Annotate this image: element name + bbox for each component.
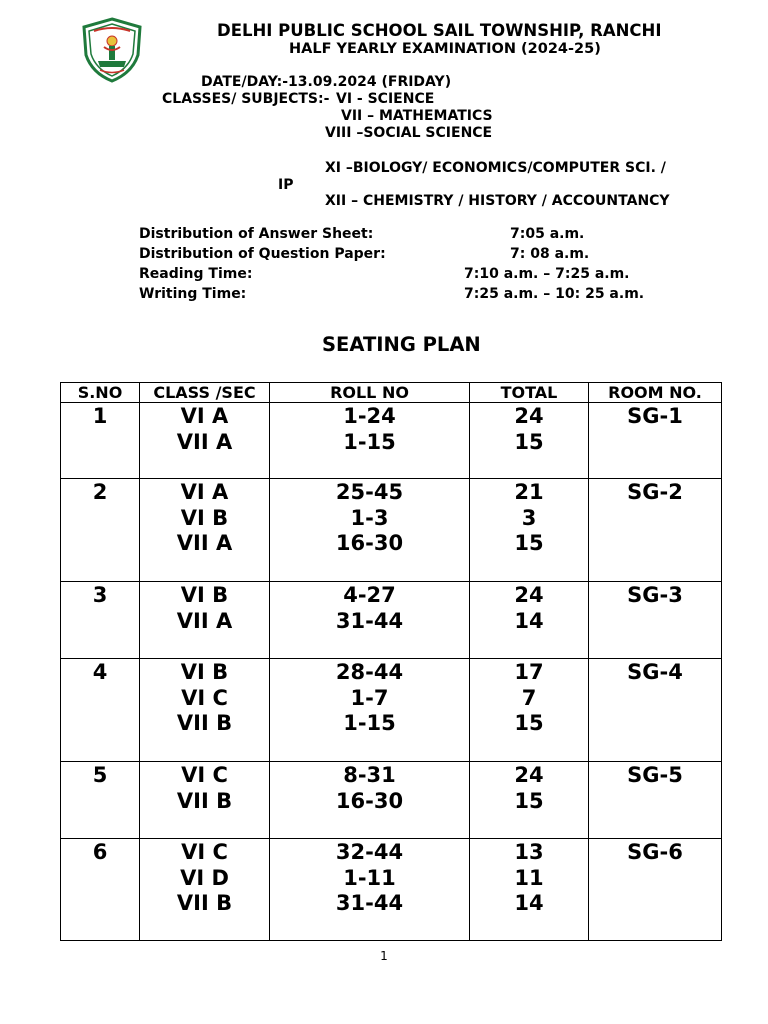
cell-total-line: 11 <box>514 865 544 890</box>
subject-line-viii: VIII –SOCIAL SCIENCE <box>325 125 493 141</box>
column-header-sno: S.NO <box>61 383 140 403</box>
cell-roll-no-line: 28-44 <box>335 660 404 684</box>
cell-class-sec-line: VI B <box>180 583 229 607</box>
seating-plan-title: SEATING PLAN <box>322 333 481 356</box>
subject-line-vi: VI - SCIENCE <box>336 91 435 107</box>
cell-sno: 1 <box>61 403 140 479</box>
timing-value-writing: 7:25 a.m. – 10: 25 a.m. <box>464 286 645 302</box>
cell-sno: 5 <box>61 762 140 839</box>
table-row <box>61 659 722 762</box>
cell-total-line: 3 <box>521 505 537 530</box>
cell-total-line: 13 <box>514 840 544 864</box>
seating-plan-body <box>61 403 722 941</box>
table-row <box>61 582 722 659</box>
cell-class-sec-line: VII A <box>176 429 233 454</box>
cell-total-line: 15 <box>514 788 544 813</box>
cell-class-sec <box>140 479 270 582</box>
cell-room-no: SG-6 <box>589 839 722 941</box>
cell-class-sec-line: VII B <box>176 788 233 813</box>
timing-value-question-paper: 7: 08 a.m. <box>510 246 590 262</box>
table-row <box>61 479 722 582</box>
cell-class-sec-line: VI B <box>180 660 229 684</box>
cell-roll-no-line: 31-44 <box>335 608 404 633</box>
cell-class-sec-line: VI B <box>180 505 229 530</box>
cell-total <box>470 659 589 762</box>
column-header-roll: ROLL NO <box>270 383 470 403</box>
cell-room-no: SG-4 <box>589 659 722 762</box>
cell-class-sec <box>140 839 270 941</box>
cell-total-line: 14 <box>514 891 544 915</box>
cell-class-sec-line: VI A <box>180 480 229 504</box>
cell-roll-no <box>270 839 470 941</box>
cell-total-line: 24 <box>514 404 544 428</box>
subject-line-xi: XI –BIOLOGY/ ECONOMICS/COMPUTER SCI. / <box>325 160 666 176</box>
cell-total <box>470 403 589 479</box>
cell-total-line: 17 <box>514 660 544 684</box>
cell-total-line: 21 <box>514 480 544 504</box>
cell-roll-no-line: 4-27 <box>343 583 396 607</box>
timing-label-question-paper: Distribution of Question Paper: <box>139 246 386 262</box>
cell-sno: 6 <box>61 839 140 941</box>
cell-class-sec-line: VI C <box>181 685 228 710</box>
cell-sno: 2 <box>61 479 140 582</box>
seating-plan-table <box>60 382 722 941</box>
cell-total <box>470 582 589 659</box>
cell-roll-no <box>270 403 470 479</box>
cell-sno: 3 <box>61 582 140 659</box>
cell-roll-no-line: 16-30 <box>335 788 404 813</box>
cell-class-sec-line: VI C <box>181 763 228 787</box>
cell-roll-no <box>270 659 470 762</box>
cell-class-sec <box>140 582 270 659</box>
cell-class-sec-line: VII A <box>176 531 233 555</box>
cell-class-sec <box>140 403 270 479</box>
column-header-total: TOTAL <box>470 383 589 403</box>
cell-roll-no <box>270 762 470 839</box>
cell-class-sec-line: VII A <box>176 608 233 633</box>
cell-room-no: SG-2 <box>589 479 722 582</box>
subject-line-xi-cont: IP <box>278 177 294 193</box>
cell-roll-no-line: 16-30 <box>335 531 404 555</box>
cell-roll-no-line: 25-45 <box>335 480 404 504</box>
cell-room-no: SG-1 <box>589 403 722 479</box>
exam-date-day: DATE/DAY:-13.09.2024 (FRIDAY) <box>201 74 452 90</box>
cell-class-sec <box>140 659 270 762</box>
school-crest-logo <box>80 17 144 83</box>
cell-roll-no-line: 1-15 <box>343 711 396 735</box>
cell-class-sec-line: VI A <box>180 404 229 428</box>
cell-total <box>470 479 589 582</box>
table-header-row <box>61 383 722 403</box>
table-row <box>61 403 722 479</box>
cell-roll-no-line: 1-7 <box>350 685 389 710</box>
school-name: DELHI PUBLIC SCHOOL SAIL TOWNSHIP, RANCHI <box>217 21 662 40</box>
cell-roll-no-line: 31-44 <box>335 891 404 915</box>
cell-total <box>470 839 589 941</box>
cell-class-sec-line: VII B <box>176 711 233 735</box>
cell-roll-no-line: 1-3 <box>350 505 389 530</box>
page-number: 1 <box>380 949 388 963</box>
subject-line-vii: VII – MATHEMATICS <box>341 108 493 124</box>
cell-class-sec <box>140 762 270 839</box>
timing-label-reading: Reading Time: <box>139 266 253 282</box>
cell-room-no: SG-3 <box>589 582 722 659</box>
timing-value-answer-sheet: 7:05 a.m. <box>510 226 585 242</box>
cell-roll-no-line: 1-15 <box>343 429 396 454</box>
column-header-class: CLASS /SEC <box>140 383 270 403</box>
cell-roll-no-line: 1-11 <box>343 865 396 890</box>
cell-total-line: 15 <box>514 429 544 454</box>
timing-label-answer-sheet: Distribution of Answer Sheet: <box>139 226 374 242</box>
cell-room-no: SG-5 <box>589 762 722 839</box>
cell-total-line: 24 <box>514 583 544 607</box>
cell-total-line: 7 <box>521 685 537 710</box>
cell-class-sec-line: VI D <box>180 865 229 890</box>
cell-total <box>470 762 589 839</box>
table-row <box>61 839 722 941</box>
timing-value-reading: 7:10 a.m. – 7:25 a.m. <box>464 266 630 282</box>
column-header-room: ROOM NO. <box>589 383 722 403</box>
classes-subjects-label: CLASSES/ SUBJECTS:- <box>162 91 330 107</box>
cell-roll-no <box>270 582 470 659</box>
cell-total-line: 15 <box>514 531 544 555</box>
timing-label-writing: Writing Time: <box>139 286 247 302</box>
cell-class-sec-line: VII B <box>176 891 233 915</box>
cell-total-line: 24 <box>514 763 544 787</box>
cell-total-line: 14 <box>514 608 544 633</box>
subject-line-xii: XII – CHEMISTRY / HISTORY / ACCOUNTANCY <box>325 193 670 209</box>
cell-roll-no-line: 32-44 <box>335 840 404 864</box>
exam-title: HALF YEARLY EXAMINATION (2024-25) <box>289 41 601 57</box>
cell-total-line: 15 <box>514 711 544 735</box>
cell-class-sec-line: VI C <box>181 840 228 864</box>
cell-sno: 4 <box>61 659 140 762</box>
cell-roll-no-line: 8-31 <box>343 763 396 787</box>
table-row <box>61 762 722 839</box>
cell-roll-no-line: 1-24 <box>343 404 396 428</box>
cell-roll-no <box>270 479 470 582</box>
